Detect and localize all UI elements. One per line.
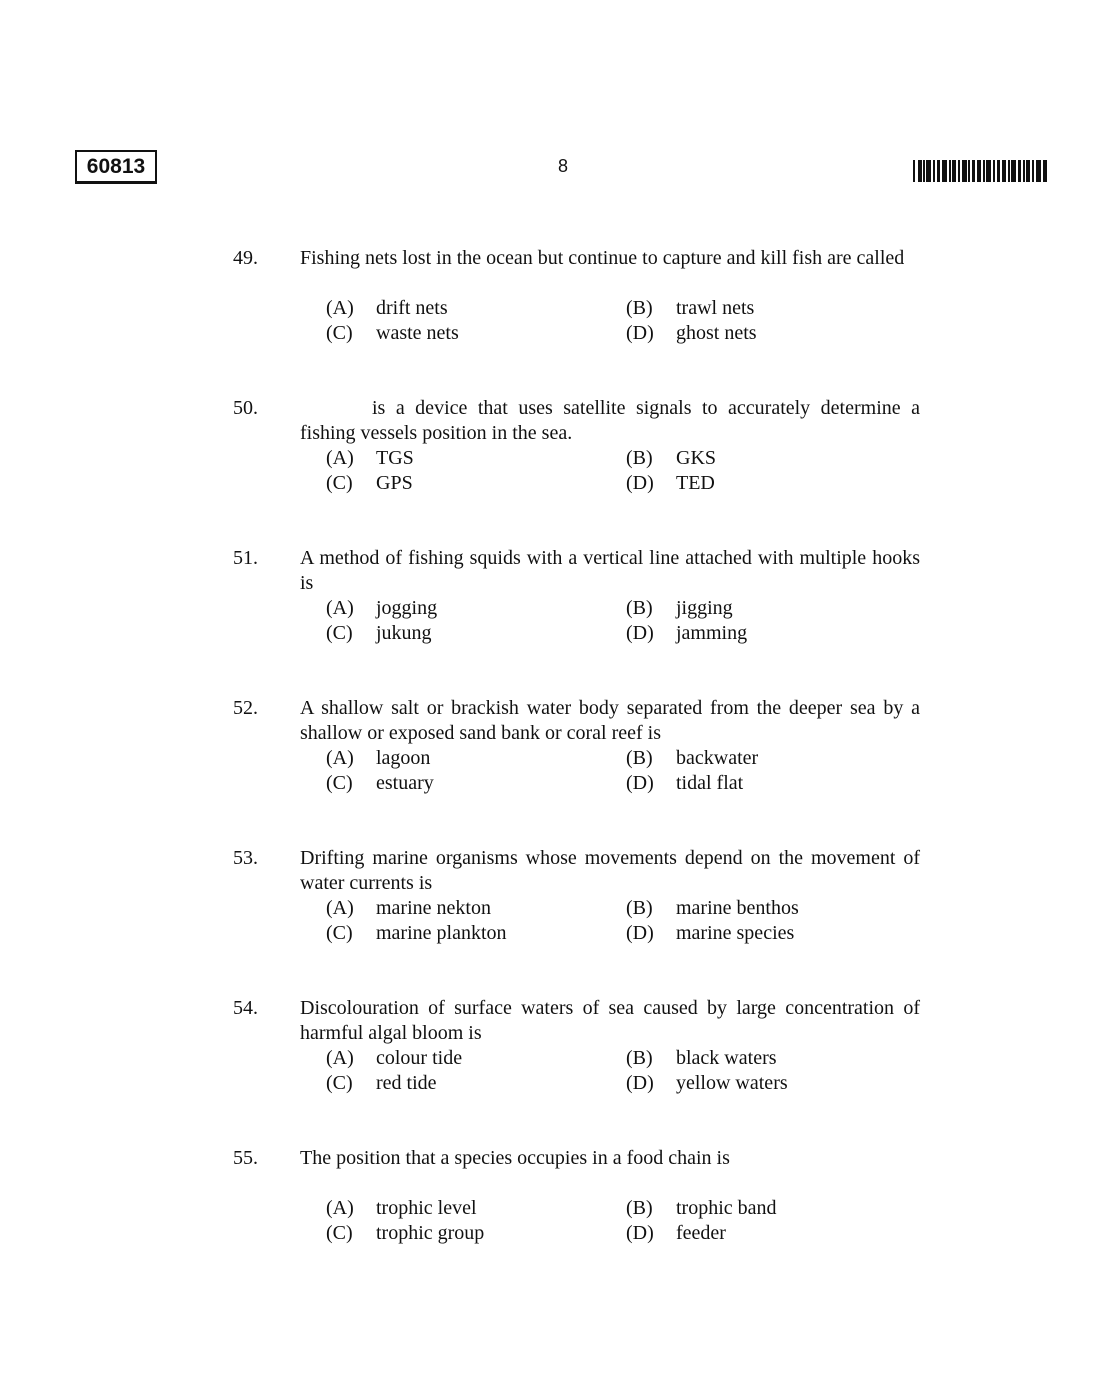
question-55	[233, 1146, 933, 1296]
barcode-image	[913, 160, 1047, 182]
question-text: The position that a species occupies in a food chain is	[300, 1147, 730, 1169]
option-b: (B) black waters	[626, 1047, 777, 1069]
option-a: (A) lagoon	[326, 747, 431, 769]
option-d: (D) TED	[626, 472, 715, 494]
question-53	[233, 846, 933, 996]
option-c: (C) estuary	[326, 772, 434, 794]
question-number: 52.	[233, 697, 258, 719]
option-d: (D) tidal flat	[626, 772, 744, 794]
option-b: (B) GKS	[626, 447, 717, 469]
question-50	[233, 396, 933, 546]
option-d: (D) feeder	[626, 1222, 726, 1244]
question-number: 55.	[233, 1147, 258, 1169]
option-a: (A) drift nets	[326, 297, 448, 319]
page-number: 8	[557, 156, 568, 176]
option-a: (A) colour tide	[326, 1047, 463, 1069]
question-54	[233, 996, 933, 1146]
option-d: (D) yellow waters	[626, 1072, 788, 1094]
option-c: (C) marine plankton	[326, 922, 507, 944]
question-text: A shallow salt or brackish water body separated from the deeper sea by a shallow or exposed sand bank or coral reef is	[300, 697, 920, 744]
option-a: (A) trophic level	[326, 1197, 477, 1219]
question-number: 54.	[233, 997, 258, 1019]
page-header	[0, 0, 1119, 200]
question-list	[233, 246, 933, 1296]
question-number: 53.	[233, 847, 258, 869]
option-c: (C) red tide	[326, 1072, 437, 1094]
question-52	[233, 696, 933, 846]
option-c: (C) waste nets	[326, 322, 459, 344]
question-text: Discolouration of surface waters of sea caused by large concentration of harmful algal bloom is	[300, 997, 920, 1044]
question-text: A method of fishing squids with a vertical line attached with multiple hooks is	[300, 547, 920, 594]
option-c: (C) GPS	[326, 472, 413, 494]
option-b: (B) backwater	[626, 747, 759, 769]
question-text: Fishing nets lost in the ocean but continue to capture and kill fish are called	[300, 247, 905, 269]
option-a: (A) marine nekton	[326, 897, 491, 919]
question-49	[233, 246, 933, 396]
option-b: (B) marine benthos	[626, 897, 799, 919]
question-number: 51.	[233, 547, 258, 569]
question-text: is a device that uses satellite signals to accurately determine a fishing vessels position in the sea.	[300, 397, 920, 444]
question-text: Drifting marine organisms whose movements depend on the movement of water currents is	[300, 847, 920, 894]
paper-code: 60813	[75, 150, 157, 184]
question-number: 49.	[233, 247, 258, 269]
option-c: (C) trophic group	[326, 1222, 485, 1244]
option-d: (D) jamming	[626, 622, 748, 644]
option-a: (A) jogging	[326, 597, 438, 619]
option-d: (D) ghost nets	[626, 322, 757, 344]
option-b: (B) trawl nets	[626, 297, 755, 319]
option-d: (D) marine species	[626, 922, 795, 944]
question-number: 50.	[233, 397, 258, 419]
option-b: (B) trophic band	[626, 1197, 777, 1219]
option-b: (B) jigging	[626, 597, 733, 619]
option-a: (A) TGS	[326, 447, 414, 469]
question-51	[233, 546, 933, 696]
option-c: (C) jukung	[326, 622, 432, 644]
